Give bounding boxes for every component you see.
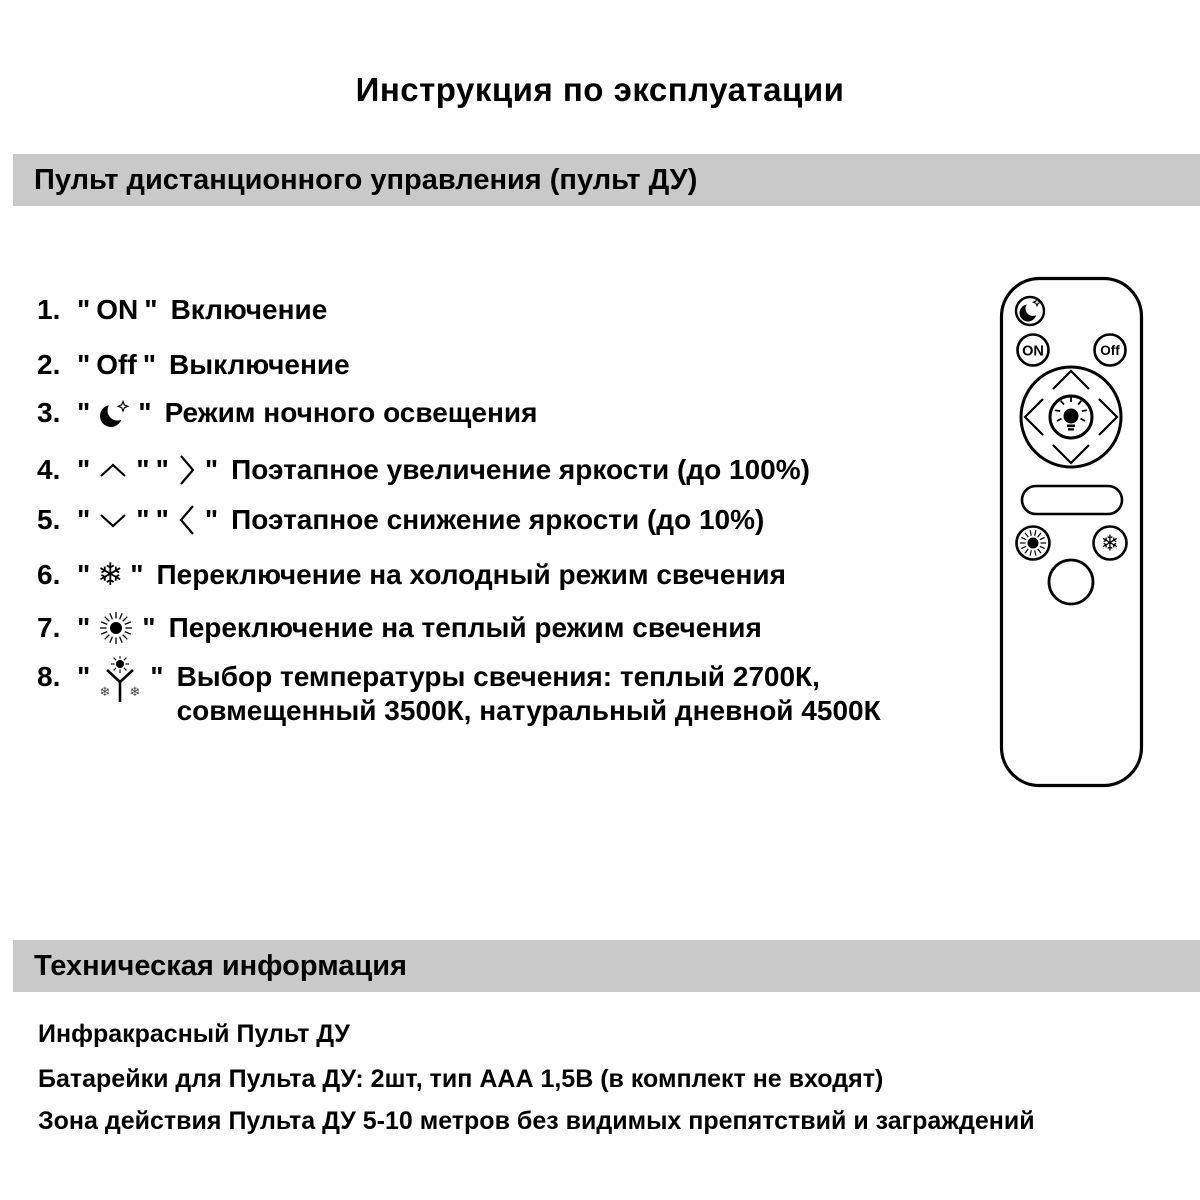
list-item-number: 5. xyxy=(37,504,61,535)
list-item-number: 2. xyxy=(37,349,61,380)
button-label-text: " xyxy=(204,454,219,485)
temp-select-icon xyxy=(97,656,143,704)
button-label-text: " xyxy=(204,504,219,535)
section-heading-remote-label: Пульт дистанционного управления (пульт ДУ) xyxy=(34,163,698,196)
list-item xyxy=(37,500,764,540)
chevron-up-icon xyxy=(97,457,129,483)
remote-warm-mode-button xyxy=(1017,527,1050,560)
remote-on-label: ON xyxy=(1022,343,1044,360)
chevron-right-icon xyxy=(176,452,198,488)
list-item-description: Поэтапное снижение яркости (до 10%) xyxy=(231,504,765,535)
section-heading-tech-label: Техническая информация xyxy=(34,949,407,982)
list-item-description: Переключение на теплый режим свечения xyxy=(168,612,762,643)
button-label-text: " xyxy=(77,504,91,535)
remote-off-button xyxy=(1095,335,1126,366)
button-label-text: " xyxy=(144,294,158,325)
svg-text:❄: ❄ xyxy=(99,685,111,700)
button-label-text: Off xyxy=(96,349,137,380)
list-item xyxy=(37,393,537,433)
tech-info-line: Батарейки для Пульта ДУ: 2шт, тип ААА 1,5В (в комплект не входят) xyxy=(38,1065,884,1093)
button-label-text: " xyxy=(136,504,150,535)
list-item-description: Включение xyxy=(170,294,328,325)
button-label-text: " xyxy=(77,397,91,428)
list-item xyxy=(37,555,786,595)
list-item-number: 6. xyxy=(37,559,61,590)
list-item-description: Режим ночного освещения xyxy=(164,397,538,428)
list-item xyxy=(37,345,350,385)
list-item xyxy=(37,608,762,648)
remote-control-illustration xyxy=(992,270,1152,800)
button-label-text: " xyxy=(155,504,169,535)
tech-info-line: Зона действия Пульта ДУ 5-10 метров без видимых препятствий и заграждений xyxy=(38,1107,1035,1135)
remote-night-mode-button xyxy=(1016,297,1044,325)
button-label-text: " xyxy=(150,661,164,692)
button-label-text: " xyxy=(77,294,91,325)
remote-dpad xyxy=(1021,367,1121,467)
button-label-text: " xyxy=(77,559,91,590)
list-item-description: Выбор температуры свечения: теплый 2700К, совмещенный 3500К, натуральный дневной 4500К xyxy=(176,661,881,726)
chevron-left-icon xyxy=(176,502,198,538)
button-label-text: " xyxy=(77,349,91,380)
remote-pill-button xyxy=(1022,486,1122,514)
button-label-text: " xyxy=(77,454,91,485)
chevron-down-icon xyxy=(97,507,129,533)
button-label-text: " xyxy=(155,454,169,485)
moon-night-icon xyxy=(97,396,131,430)
warm-light-icon xyxy=(97,609,135,647)
button-label-text: " xyxy=(130,559,144,590)
remote-cold-mode-button xyxy=(1094,527,1127,560)
snowflake-icon: ❄ xyxy=(1100,531,1120,557)
list-item-description: Выключение xyxy=(169,349,350,380)
list-item-number: 3. xyxy=(37,397,61,428)
remote-on-button xyxy=(1018,335,1049,366)
button-label-text: " xyxy=(142,612,156,643)
section-heading-tech xyxy=(13,940,1200,992)
svg-text:❄: ❄ xyxy=(129,685,141,700)
list-item xyxy=(37,450,810,490)
button-label-text: " xyxy=(138,397,152,428)
button-label-text: ON xyxy=(96,294,139,325)
list-item-number: 4. xyxy=(37,454,61,485)
list-item-number: 1. xyxy=(37,294,61,325)
remote-off-label: Off xyxy=(1100,343,1120,358)
list-item-description: Переключение на холодный режим свечения xyxy=(156,559,786,590)
list-item xyxy=(37,290,327,330)
button-label-text: " xyxy=(77,612,91,643)
section-heading-remote xyxy=(13,154,1200,206)
list-item xyxy=(37,660,881,728)
page-title: Инструкция по эксплуатации xyxy=(355,71,845,108)
tech-info-line: Инфракрасный Пульт ДУ xyxy=(38,1020,350,1048)
list-item-number: 8. xyxy=(37,661,61,692)
remote-round-button xyxy=(1049,560,1093,604)
snowflake-icon: ❄ xyxy=(97,556,124,593)
button-label-text: " xyxy=(77,661,91,692)
button-label-text: " xyxy=(142,349,156,380)
list-item-number: 7. xyxy=(37,612,61,643)
button-label-text: " xyxy=(136,454,150,485)
list-item-description: Поэтапное увеличение яркости (до 100%) xyxy=(231,454,810,485)
